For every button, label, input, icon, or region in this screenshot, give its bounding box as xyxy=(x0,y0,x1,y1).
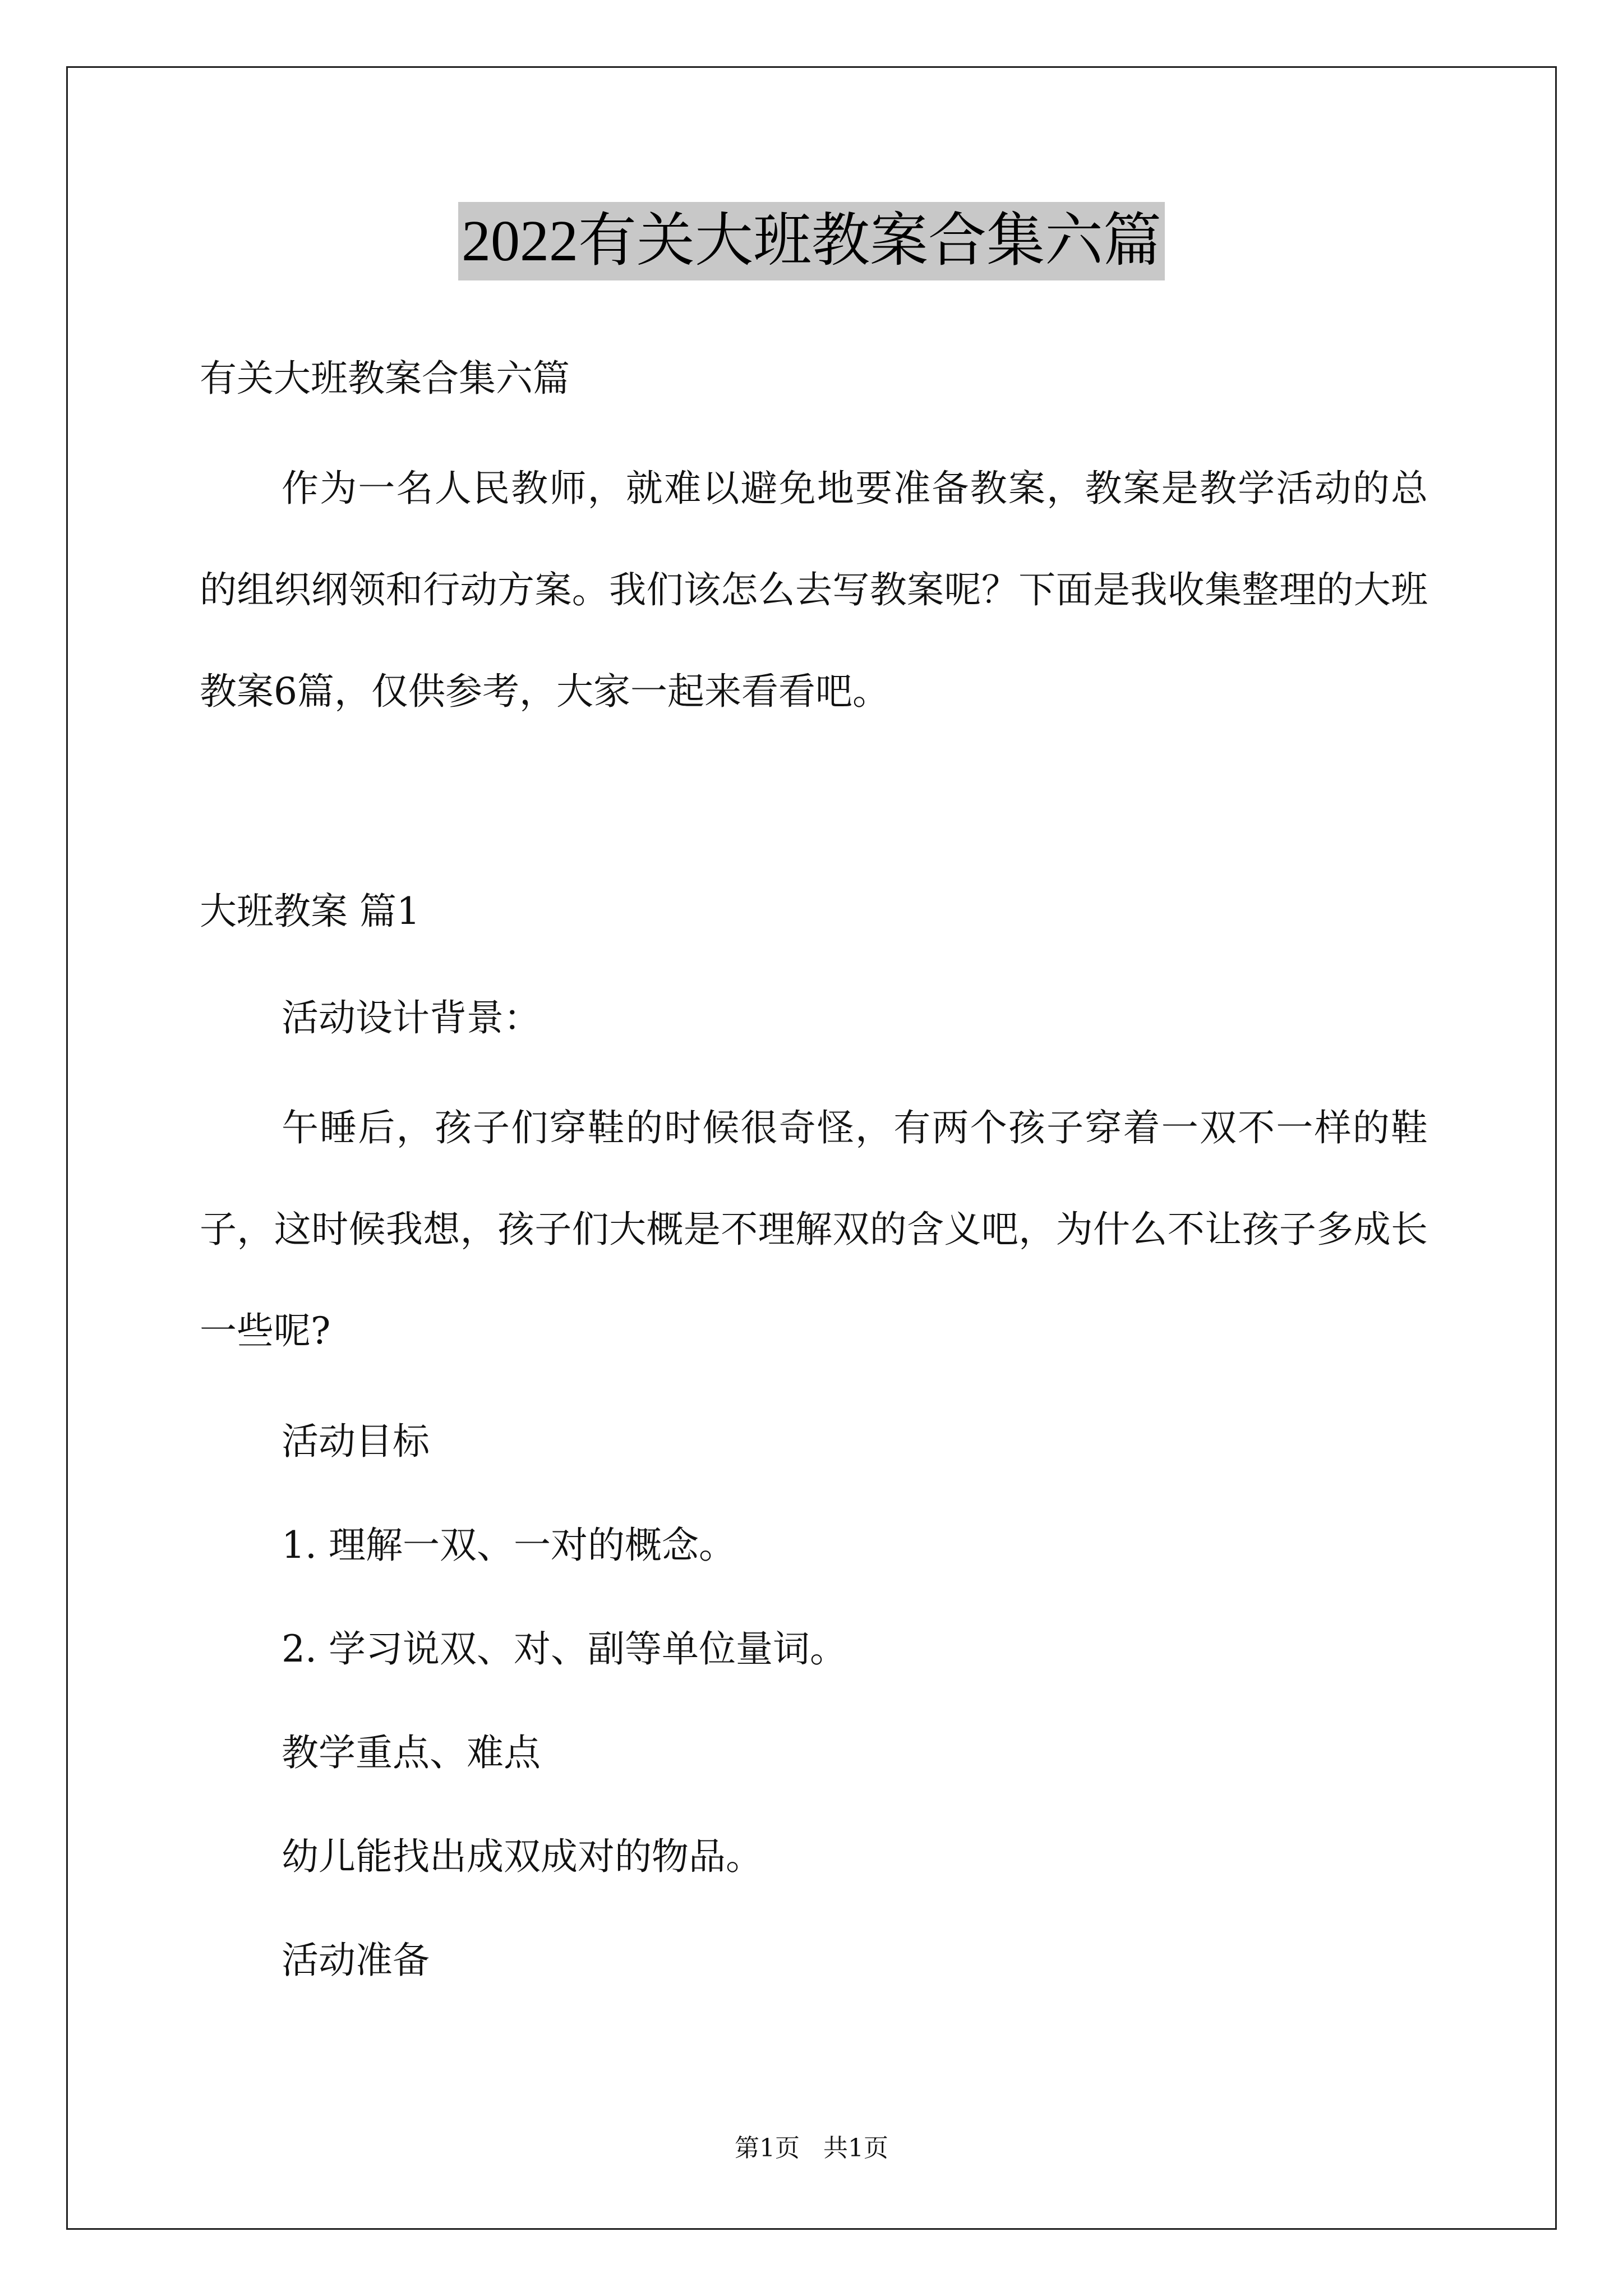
background-heading: 活动设计背景： xyxy=(282,996,541,1039)
goal-item: 1. 理解一双、一对的概念。 xyxy=(282,1524,736,1567)
document-subtitle: 有关大班教案合集六篇 xyxy=(200,357,570,400)
key-points-heading: 教学重点、难点 xyxy=(282,1731,541,1774)
page-total: 共1页 xyxy=(823,2134,888,2162)
page-number: 第1页 xyxy=(735,2134,800,2162)
page-footer xyxy=(0,2132,1623,2165)
preparation-heading: 活动准备 xyxy=(282,1939,430,1982)
intro-paragraph: 作为一名人民教师，就难以避免地要准备教案，教案是教学活动的总的组织纲领和行动方案。我们该怎么去写教案呢？下面是我收集整理的大班教案6篇，仅供参考，大家一起来看看吧。 xyxy=(200,467,1428,713)
title-container xyxy=(0,202,1623,280)
section-heading: 大班教案 篇1 xyxy=(200,890,420,933)
goals-heading: 活动目标 xyxy=(282,1420,430,1463)
goal-item: 2. 学习说双、对、副等单位量词。 xyxy=(282,1627,847,1671)
background-paragraph: 午睡后，孩子们穿鞋的时候很奇怪，有两个孩子穿着一双不一样的鞋子，这时候我想，孩子们大概是不理解双的含义吧，为什么不让孩子多成长一些呢? xyxy=(200,1106,1428,1352)
key-points-text: 幼儿能找出成双成对的物品。 xyxy=(282,1835,763,1878)
document-title: 2022有关大班教案合集六篇 xyxy=(458,202,1165,280)
